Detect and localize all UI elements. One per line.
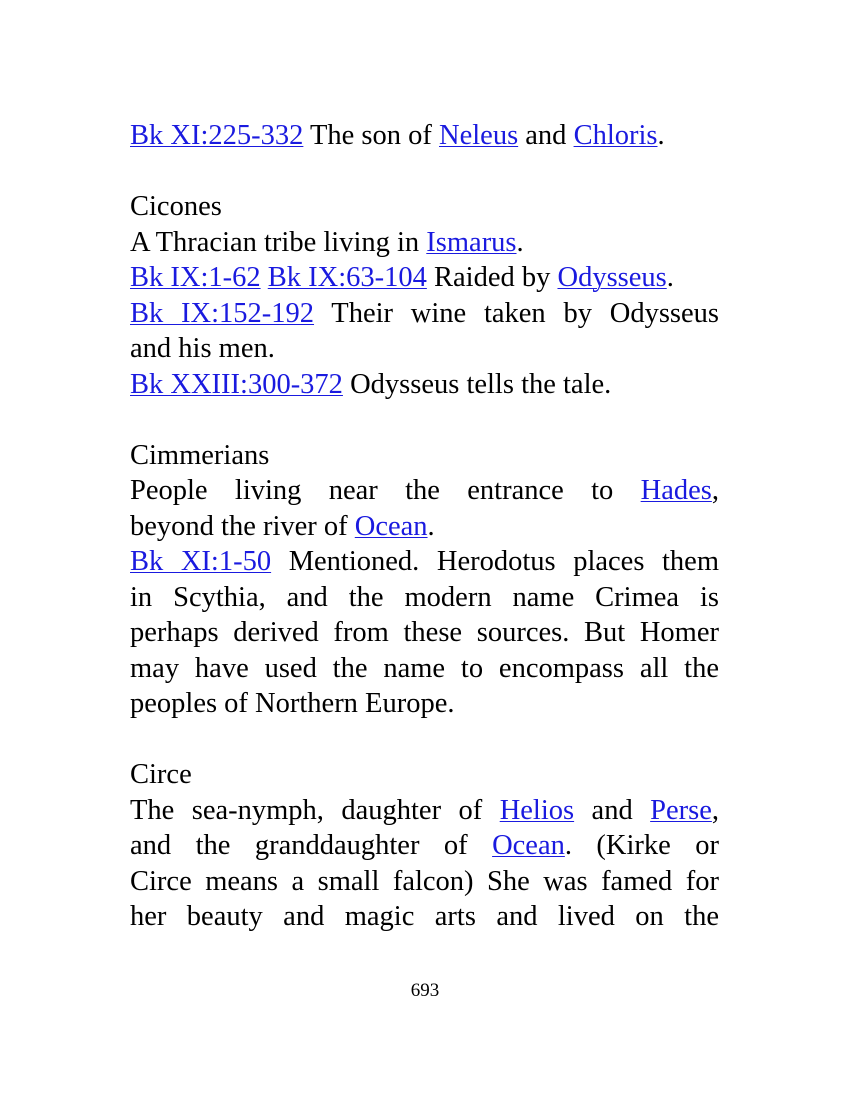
link-ismarus[interactable]: Ismarus bbox=[426, 226, 517, 258]
link-bk-xxiii-300-372[interactable]: Bk XXIII:300-372 bbox=[130, 368, 343, 400]
text: and the granddaughter of bbox=[130, 830, 493, 861]
line-cicones-tale bbox=[130, 367, 719, 403]
text: Mentioned. Herodotus places them bbox=[271, 546, 719, 577]
line-cimmerians-mentioned bbox=[130, 544, 719, 580]
link-bk-ix-1-62[interactable]: Bk IX:1-62 bbox=[130, 262, 261, 293]
line-circe-nymph bbox=[130, 793, 719, 829]
line-cicones-wine bbox=[130, 296, 719, 332]
text: and bbox=[518, 120, 574, 151]
text: A Thracian tribe living in bbox=[130, 226, 427, 258]
text: . bbox=[427, 510, 435, 542]
link-hades[interactable]: Hades bbox=[640, 475, 712, 506]
text: . (Kirke or bbox=[564, 830, 719, 861]
text: , bbox=[711, 794, 719, 826]
link-chloris[interactable]: Chloris bbox=[573, 120, 658, 151]
link-odysseus[interactable]: Odysseus bbox=[557, 262, 667, 293]
entry-title-circe: Circe bbox=[130, 759, 192, 790]
link-bk-xi-1-50[interactable]: Bk XI:1-50 bbox=[130, 546, 272, 577]
document-body bbox=[130, 118, 719, 935]
line-circe-granddaughter bbox=[130, 828, 719, 864]
line-cicones-desc bbox=[130, 225, 719, 261]
line-circe-beauty: her beauty and magic arts and lived on the bbox=[130, 901, 719, 932]
line-cimmerians-europe: peoples of Northern Europe. bbox=[130, 688, 455, 719]
link-ocean[interactable]: Ocean bbox=[354, 510, 428, 542]
line-cimmerians-desc bbox=[130, 473, 719, 509]
spacer bbox=[130, 154, 719, 190]
spacer bbox=[130, 722, 719, 758]
text: Raided by bbox=[426, 262, 558, 293]
text: Their wine taken by Odysseus bbox=[314, 297, 719, 329]
link-helios[interactable]: Helios bbox=[499, 794, 575, 826]
spacer bbox=[130, 402, 719, 438]
link-neleus[interactable]: Neleus bbox=[439, 120, 519, 151]
text: . bbox=[666, 262, 674, 293]
text: and bbox=[574, 794, 651, 826]
line-circe-falcon: Circe means a small falcon) She was famed for bbox=[130, 865, 719, 897]
text: Odysseus tells the tale. bbox=[342, 368, 612, 400]
line-cimmerians-ocean bbox=[130, 509, 719, 545]
link-perse[interactable]: Perse bbox=[650, 794, 712, 826]
text: beyond the river of bbox=[130, 510, 355, 542]
page-number: 693 bbox=[410, 980, 440, 1001]
entry-title-cicones: Cicones bbox=[130, 191, 222, 222]
text: . bbox=[516, 226, 524, 258]
text: The sea-nymph, daughter of bbox=[130, 794, 500, 826]
text: . bbox=[657, 120, 665, 151]
line-cicones-men: and his men. bbox=[130, 333, 275, 364]
link-bk-ix-63-104[interactable]: Bk IX:63-104 bbox=[267, 262, 427, 293]
line-neleus-entry bbox=[130, 118, 719, 154]
text: People living near the entrance to bbox=[130, 475, 641, 506]
text: , bbox=[711, 475, 719, 506]
line-cimmerians-scythia: in Scythia, and the modern name Crimea is bbox=[130, 581, 719, 613]
link-bk-xi-225-332[interactable]: Bk XI:225-332 bbox=[130, 120, 304, 151]
link-ocean-2[interactable]: Ocean bbox=[492, 830, 565, 861]
line-cimmerians-derived: perhaps derived from these sources. But Homer bbox=[130, 617, 719, 648]
link-bk-ix-152-192[interactable]: Bk IX:152-192 bbox=[130, 297, 315, 329]
line-cimmerians-encompass: may have used the name to encompass all the bbox=[130, 652, 719, 684]
line-cicones-raided bbox=[130, 260, 719, 296]
text bbox=[261, 262, 268, 293]
text: The son of bbox=[303, 120, 440, 151]
entry-title-cimmerians: Cimmerians bbox=[130, 439, 270, 471]
